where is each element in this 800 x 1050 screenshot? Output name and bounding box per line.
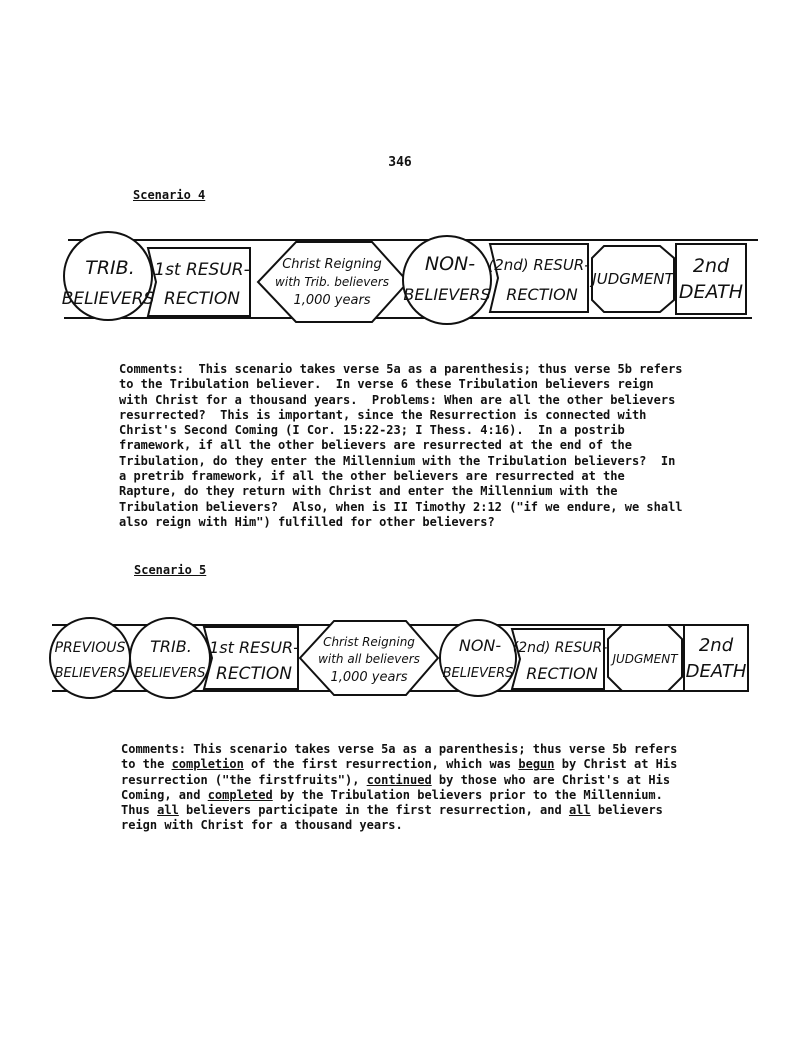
comment-text: by those who are Christ's at His [431, 772, 671, 787]
first-resurrection-line1: 1st RESUR- [154, 260, 250, 280]
trib-believers-line1: TRIB. [150, 637, 192, 656]
christ-reigning-line2: with all believers [318, 652, 420, 666]
scenario-4-comments [119, 362, 683, 530]
first-resurrection-line1: 1st RESUR- [209, 638, 299, 657]
scenario-4-heading: Scenario 4 [133, 188, 206, 202]
christ-reigning-line1: Christ Reigning [323, 635, 415, 649]
comment-line: Christ's Second Coming (I Cor. 15:22-23; I Thess. 4:16). In a postrib [119, 423, 625, 438]
second-death-line2: DEATH [685, 661, 747, 682]
comment-text: believers [590, 803, 663, 818]
second-death-line1: 2nd [698, 635, 734, 656]
comment-line: reign with Christ for a thousand years. [121, 818, 403, 833]
christ-reigning-line3: 1,000 years [330, 670, 408, 685]
comment-line: with Christ for a thousand years. Problems: When are all the other believers [119, 392, 676, 407]
non-believers-line2: BELIEVERS [442, 666, 514, 681]
emphasis-all: all [157, 803, 179, 818]
comment-text: by the Tribulation believers prior to the Millennium. [272, 787, 663, 802]
trib-believers-line1: TRIB. [85, 257, 135, 279]
page-number: 346 [388, 155, 412, 170]
emphasis-completion: completion [171, 757, 244, 772]
comment-text: resurrection ("the firstfruits"), [121, 772, 367, 787]
comment-line: Comments: This scenario takes verse 5a as a parenthesis; thus verse 5b refers [121, 742, 678, 756]
non-believers-circle [403, 236, 491, 324]
non-believers-circle [440, 620, 516, 696]
non-believers-line2: BELIEVERS [403, 285, 491, 304]
scenario-5-comments [121, 742, 677, 834]
comment-line: Tribulation believers? Also, when is II Timothy 2:12 ("if we endure, we shall [119, 499, 683, 514]
non-believers-line1: NON- [458, 636, 502, 655]
second-resurrection-line1: (2nd) RESUR- [512, 640, 608, 656]
first-resurrection-line2: RECTION [164, 289, 240, 309]
comment-line: resurrected? This is important, since the Resurrection is connected with [119, 407, 647, 422]
emphasis-begun: begun [518, 757, 555, 772]
non-believers-line1: NON- [424, 253, 476, 275]
scenario-5-heading: Scenario 5 [134, 563, 207, 577]
second-death-line2: DEATH [678, 281, 744, 303]
comment-line: a pretrib framework, if all the other believers are resurrected at the [119, 469, 625, 484]
comment-text: to the [121, 757, 172, 772]
comment-text: believers participate in the first resurrection, and [178, 803, 569, 818]
second-death-line1: 2nd [692, 255, 730, 277]
christ-reigning-line1: Christ Reigning [282, 257, 382, 272]
comment-line: to the Tribulation believer. In verse 6 these Tribulation believers reign [119, 377, 654, 392]
comment-line: Comments: This scenario takes verse 5a as a parenthesis; thus verse 5b refers [119, 362, 683, 376]
second-resurrection-line2: RECTION [526, 664, 598, 683]
emphasis-continued: continued [366, 772, 432, 787]
emphasis-all: all [568, 803, 591, 818]
second-resurrection-line2: RECTION [506, 285, 578, 304]
trib-believers-line2: BELIEVERS [61, 289, 155, 309]
judgment-label: JUDGMENT [612, 652, 678, 666]
comment-text: by Christ at His [554, 757, 678, 772]
comment-line: also reign with Him") fulfilled for other believers? [119, 514, 495, 529]
emphasis-completed: completed [207, 787, 273, 802]
christ-reigning-line2: with Trib. believers [275, 275, 389, 289]
comment-line: Tribulation, do they enter the Millennium with the Tribulation believers? In [119, 453, 676, 468]
trib-believers-circle [130, 618, 210, 698]
trib-believers-line2: BELIEVERS [134, 666, 206, 681]
judgment-label: JUDGMENT [592, 270, 674, 288]
second-resurrection-line1: (2nd) RESUR- [488, 256, 590, 274]
first-resurrection-line2: RECTION [216, 664, 292, 684]
scenario-4-flow-diagram [0, 228, 800, 328]
comment-text: Thus [121, 803, 158, 818]
comment-line: framework, if all the other believers are resurrected at the end of the [119, 438, 632, 453]
christ-reigning-line3: 1,000 years [293, 293, 371, 308]
previous-believers-line2: BELIEVERS [54, 666, 126, 681]
comment-line: Rapture, do they return with Christ and enter the Millennium with the [119, 484, 618, 499]
comment-text: Coming, and [121, 787, 208, 802]
previous-believers-circle [50, 618, 130, 698]
comment-text: of the first resurrection, which was [243, 757, 519, 772]
previous-believers-line1: PREVIOUS [54, 640, 126, 656]
scenario-5-flow-diagram [0, 605, 800, 705]
